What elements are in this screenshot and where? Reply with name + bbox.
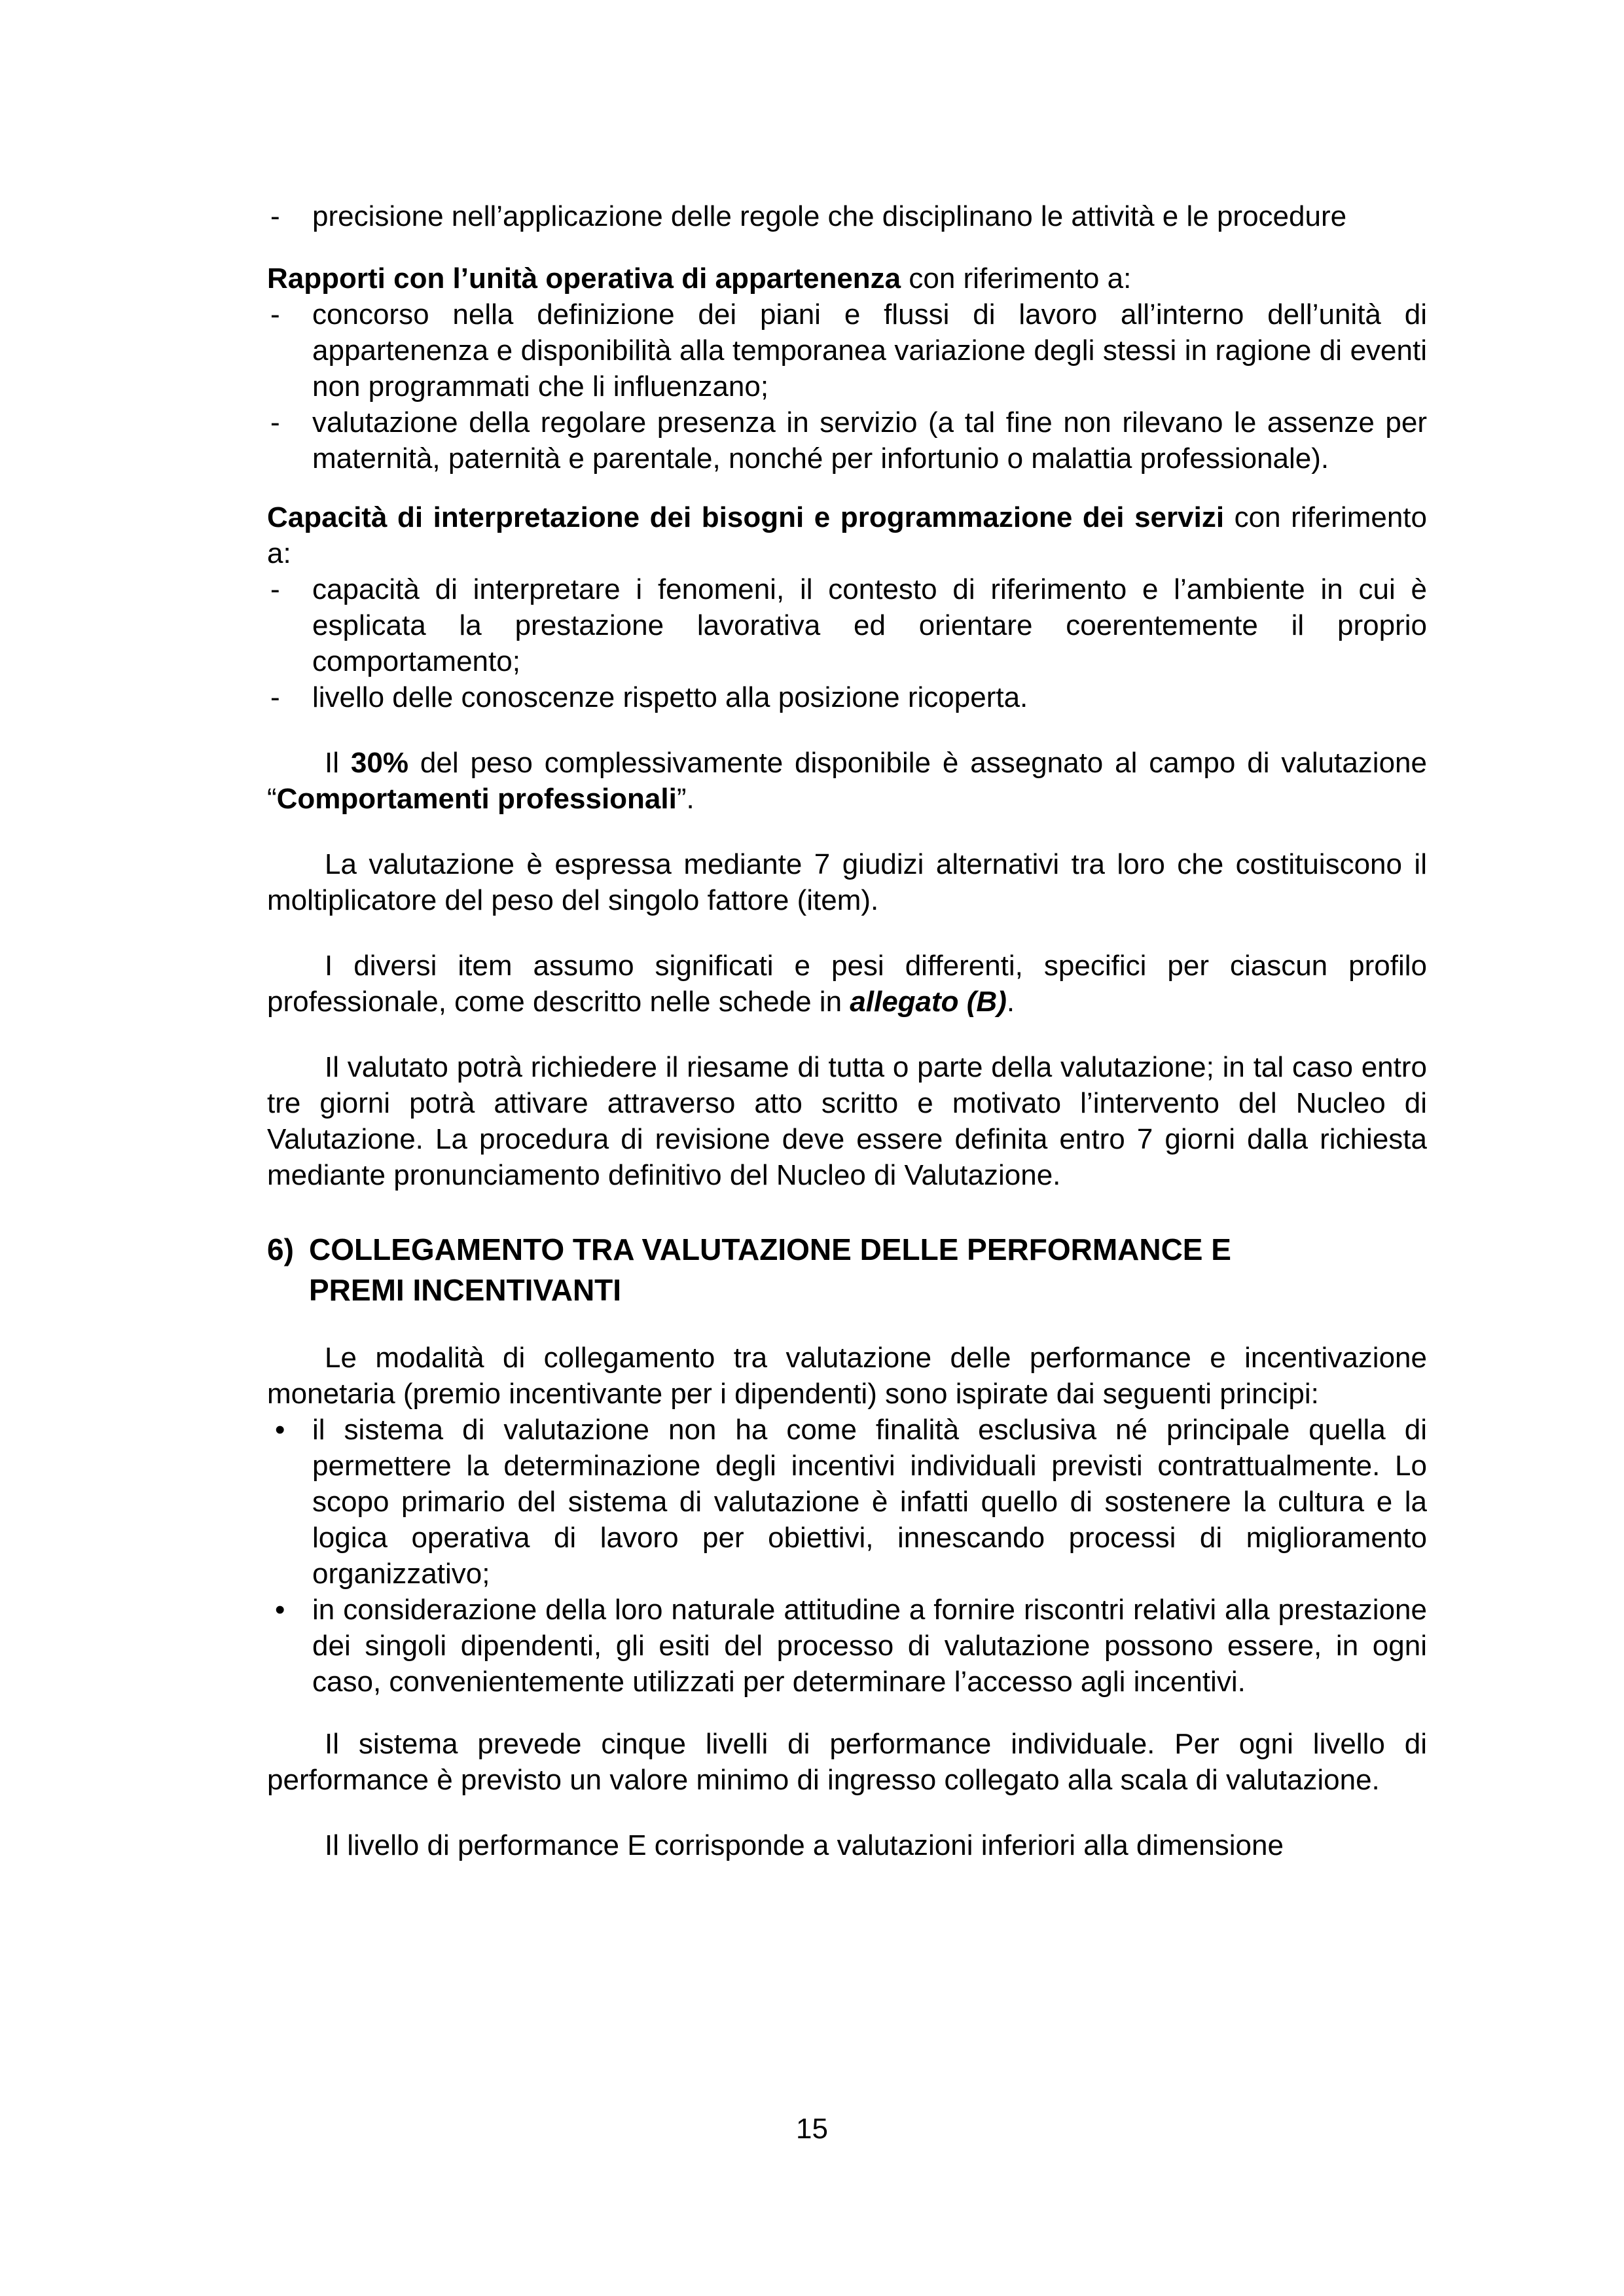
section-title-line: PREMI INCENTIVANTI: [309, 1273, 622, 1307]
bullet-item-text: il sistema di valutazione non ha come finalità esclusiva né principale quella di permettere la determinazione degli incentivi individuali previsti contrattualmente. Lo scopo primario del sistema di valutazione è infatti quello di sostenere la cultura e la logica operativa di lavoro per obiettivi, innescando processi di miglioramento organizzativo;: [312, 1414, 1427, 1590]
paragraph-giudizi: [267, 846, 1427, 918]
dash-marker: -: [270, 298, 280, 331]
bullet-item-considerazione: [267, 1592, 1427, 1700]
paragraph-peso-30: [267, 745, 1427, 817]
page-number: 15: [796, 2113, 828, 2145]
heading-capacita: [267, 499, 1427, 571]
list-item-precisione: [267, 198, 1427, 234]
bullet-item-sistema-finalita: [267, 1412, 1427, 1592]
percent-value: 30%: [350, 747, 408, 779]
paragraph-text: del peso complessivamente disponibile è assegnato al campo di valutazione “: [267, 747, 1427, 815]
bullet-marker: •: [275, 1594, 285, 1626]
list-item-livello-conoscenze: [267, 679, 1427, 715]
paragraph-text: Le modalità di collegamento tra valutazione delle performance e incentivazione monetaria (premio incentivante per i dipendenti) sono ispirate dai seguenti principi:: [267, 1342, 1427, 1410]
allegato-reference: allegato (B): [850, 986, 1007, 1018]
paragraph-text: Il sistema prevede cinque livelli di performance individuale. Per ogni livello di performance è previsto un valore minimo di ingresso collegato alla scala di valutazione.: [267, 1728, 1427, 1796]
list-item-capacita-interpretare: [267, 571, 1427, 679]
list-item-text: valutazione della regolare presenza in servizio (a tal fine non rilevano le assenze per maternità, paternità e parentale, nonché per infortunio o malattia professionale).: [312, 406, 1427, 475]
paragraph-text: .: [1006, 986, 1015, 1018]
paragraph-text: Il valutato potrà richiedere il riesame di tutta o parte della valutazione; in tal caso entro tre giorni potrà attivare attraverso atto scritto e motivato l’intervento del Nucleo di Valutazione. La procedura di revisione deve essere definita entro 7 giorni dalla richiesta mediante pronunciamento definitivo del Nucleo di Valutazione.: [267, 1051, 1427, 1191]
dash-marker: -: [270, 200, 280, 232]
list-item-text: capacità di interpretare i fenomeni, il contesto di riferimento e l’ambiente in cui è esplicata la prestazione lavorativa ed orientare coerentemente il proprio comportamento;: [312, 573, 1427, 677]
heading-rapporti-bold: Rapporti con l’unità operativa di appartenenza: [267, 262, 901, 295]
paragraph-modalita: [267, 1340, 1427, 1412]
paragraph-text: Il livello di performance E corrisponde a valutazioni inferiori alla dimensione: [325, 1829, 1284, 1861]
paragraph-text: La valutazione è espressa mediante 7 giudizi alternativi tra loro che costituiscono il moltiplicatore del peso del singolo fattore (item).: [267, 848, 1427, 916]
section-title-line: COLLEGAMENTO TRA VALUTAZIONE DELLE PERFORMANCE E: [309, 1232, 1231, 1266]
paragraph-riesame: [267, 1049, 1427, 1193]
list-item-valutazione-presenza: [267, 404, 1427, 476]
list-item-text: concorso nella definizione dei piani e flussi di lavoro all’interno dell’unità di appartenenza e disponibilità alla temporanea variazione degli stessi in ragione di eventi non programmati che li influenzano;: [312, 298, 1427, 403]
paragraph-livello-e: [267, 1827, 1427, 1863]
section-number: 6): [267, 1232, 294, 1266]
heading-capacita-bold: Capacità di interpretazione dei bisogni e programmazione dei servizi: [267, 501, 1225, 533]
dash-marker: -: [270, 573, 280, 605]
list-item-text: precisione nell’applicazione delle regole che disciplinano le attività e le procedure: [312, 200, 1347, 232]
section-6-heading: [267, 1229, 1427, 1310]
list-item-concorso: [267, 296, 1427, 404]
paragraph-cinque-livelli: [267, 1726, 1427, 1798]
dash-marker: -: [270, 406, 280, 439]
paragraph-text: Il: [325, 747, 351, 779]
heading-rapporti: [267, 260, 1427, 296]
paragraph-text: ”.: [676, 783, 695, 815]
document-body: [267, 198, 1427, 1863]
paragraph-allegato: [267, 948, 1427, 1020]
heading-rapporti-rest: con riferimento a:: [901, 262, 1132, 295]
paragraph-text: I diversi item assumo significati e pesi differenti, specifici per ciascun profilo professionale, come descritto nelle schede in: [267, 950, 1427, 1018]
list-item-text: livello delle conoscenze rispetto alla posizione ricoperta.: [312, 681, 1028, 713]
dash-marker: -: [270, 681, 280, 713]
bullet-marker: •: [275, 1414, 285, 1446]
campo-valutazione-name: Comportamenti professionali: [276, 783, 677, 815]
heading-capacita-rest: con riferimento a:: [267, 501, 1427, 569]
bullet-item-text: in considerazione della loro naturale attitudine a fornire riscontri relativi alla prestazione dei singoli dipendenti, gli esiti del processo di valutazione possono essere, in ogni caso, convenientemente utilizzati per determinare l’accesso agli incentivi.: [312, 1594, 1427, 1698]
